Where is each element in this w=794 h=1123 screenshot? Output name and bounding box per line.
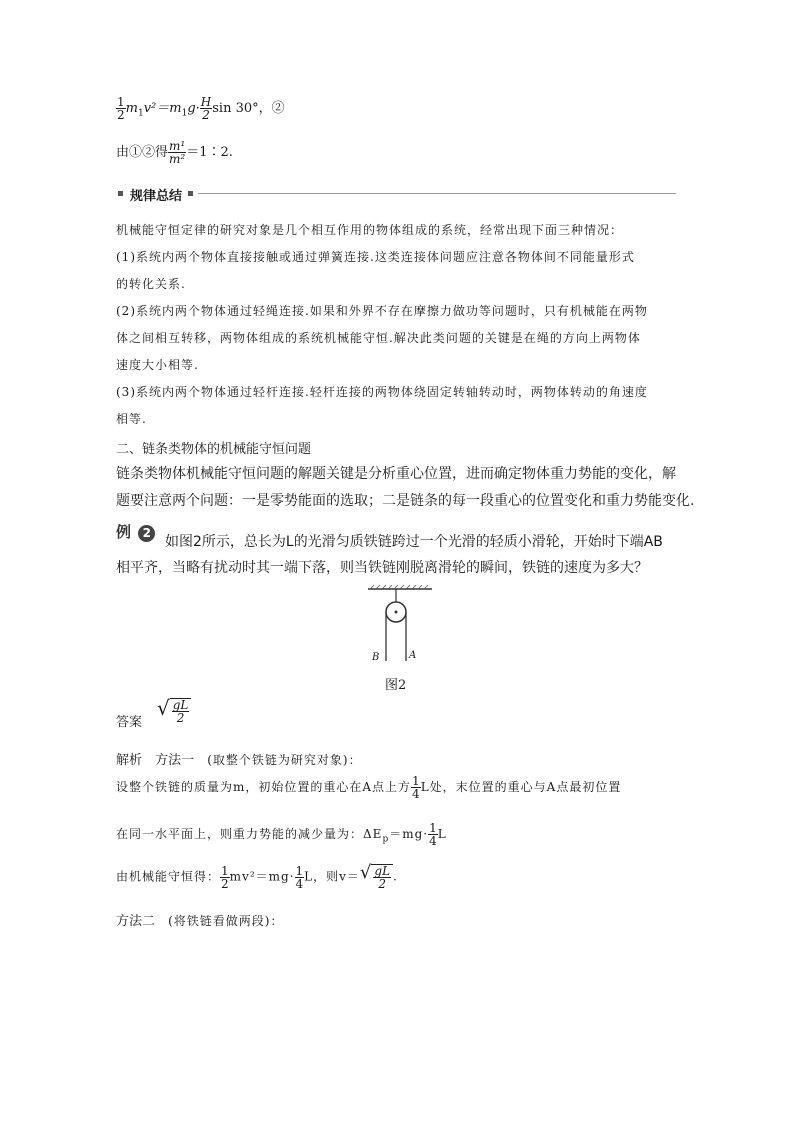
answer-label: 答案	[116, 715, 143, 730]
solution-line-2: 在同一水平面上，则重力势能的减少量为：$\Delta E_p=mg\cdot$ $\frac{1}{4}$ L	[116, 821, 447, 848]
rule-line-7: (3)系统内两个物体通过轻杆连接.轻杆连接的两物体绕固定转轴转动时，两物体转动的角速度	[116, 385, 648, 399]
square-bullet-icon	[188, 191, 193, 196]
rule-line-1: 机械能守恒定律的研究对象是几个相互作用的物体组成的系统，经常出现下面三种情况：	[116, 223, 624, 237]
rule-line-3: 的转化关系.	[116, 277, 186, 291]
rule-summary-title: 规律总结	[130, 189, 183, 204]
section-paragraph-line-2: 题要注意两个问题：一是零势能面的选取；二是链条的每一段重心的位置变化和重力势能变化.	[116, 493, 695, 509]
equation-2: 由①②得 $\frac{\text{m¹}}{\text{m²}}$ ＝1∶2.	[116, 139, 233, 166]
rule-line-2: (1)系统内两个物体直接接触或通过弹簧连接.这类连接体问题应注意各物体间不同能量形式	[116, 250, 635, 264]
solution-label: 解析	[116, 753, 143, 768]
fraction-h-over-2: $\frac{H}{2}$	[200, 95, 212, 122]
sqrt-expression: √ $\frac{gL}{2}$	[360, 864, 393, 890]
figure-label-a: A	[409, 650, 417, 661]
square-bullet-icon	[118, 191, 123, 196]
figure-caption: 图2	[385, 678, 407, 693]
example-question-line-2: 相平齐，当略有扰动时其一端下落，则当铁链刚脱离滑轮的瞬间，铁链的速度为多大？	[116, 560, 648, 576]
solution-header	[116, 749, 362, 768]
rule-line-6: 速度大小相等.	[116, 358, 199, 372]
rule-line-4: (2)系统内两个物体通过轻绳连接.如果和外界不存在摩擦力做功等问题时，只有机械能在两物	[116, 304, 648, 318]
section-paragraph-line-1: 链条类物体机械能守恒问题的解题关键是分析重心位置，进而确定物体重力势能的变化，解	[116, 466, 676, 482]
solution-line-3: 由机械能守恒得： $\frac{1}{2}$ mv²＝mg· $\frac{1}{4}$ L，则v＝ √ $\frac{gL}{2}$ .	[116, 862, 398, 891]
section-heading: 二、链条类物体的机械能守恒问题	[116, 442, 312, 457]
answer-value	[157, 698, 191, 724]
figure-label-b: B	[372, 652, 380, 663]
sqrt-expression: √ $\frac{gL}{2}$	[157, 698, 191, 724]
method-1-label: 方法一	[155, 753, 195, 768]
rule-line-5: 体之间相互转移，两物体组成的系统机械能守恒.解决此类问题的关键是在绳的方向上两物体	[116, 331, 641, 345]
method-2-label: 方法二	[116, 914, 156, 929]
fraction-mass-ratio: $\frac{\text{m¹}}{\text{m²}}$	[169, 139, 186, 166]
solution-line-1: 设整个铁链的质量为m，初始位置的重心在A点上方 $\frac{1}{4}$ L处，末位置的重心与A点最初位置	[116, 774, 622, 801]
divider-line	[198, 193, 676, 194]
method-2-note: (将铁链看做两段)：	[168, 914, 284, 928]
method-1-note: (取整个铁链为研究对象)：	[207, 753, 362, 767]
example-number-badge: 2	[138, 525, 155, 542]
rule-line-8: 相等.	[116, 412, 147, 426]
example-question-line-1: 如图2所示，总长为L的光滑匀质铁链跨过一个光滑的轻质小滑轮，开始时下端AB	[165, 534, 663, 550]
rule-summary-header	[116, 184, 676, 204]
method-2-header	[116, 910, 283, 929]
example-label: 例 2	[116, 521, 155, 542]
fraction-half: $\frac{1}{2}$	[117, 95, 125, 122]
pulley-axle	[395, 611, 398, 614]
equation-1: $\frac{1}{2}$ $m_1v^2=m_1g\cdot$ $\frac{H}{2}$ sin 30°，②	[117, 95, 285, 122]
